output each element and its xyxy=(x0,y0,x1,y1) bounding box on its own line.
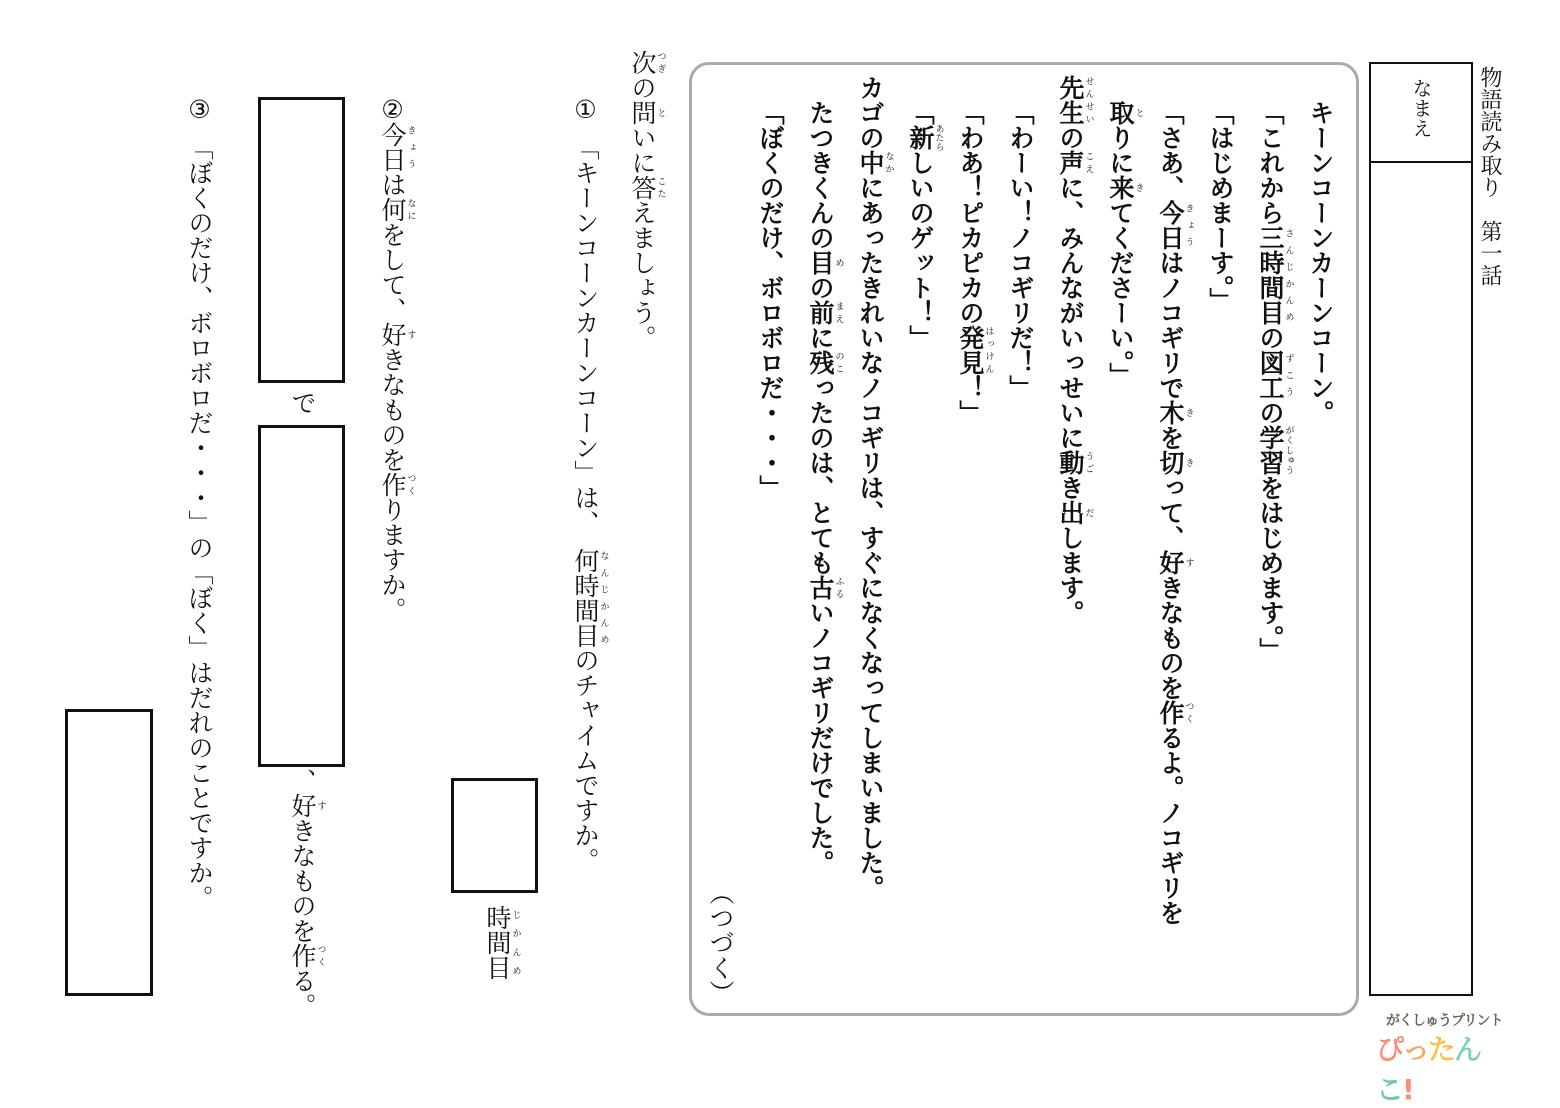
text-segment: します。 xyxy=(1056,525,1085,625)
logo-line1: がくしゅうプリント xyxy=(1386,1013,1503,1029)
story-line xyxy=(750,100,790,500)
text-segment: に xyxy=(806,325,835,350)
text-segment: きなものを xyxy=(1156,575,1185,700)
text-segment: 「わあ！ピカピカの xyxy=(956,100,985,325)
furigana-word: 中なか xyxy=(856,150,894,175)
furigana-reading: き xyxy=(1183,450,1194,475)
name-divider xyxy=(1371,161,1471,163)
furigana-word: 図工ずこう xyxy=(1256,350,1294,400)
text-segment: 「はじめまーす。」 xyxy=(1206,100,1235,313)
furigana-reading: なか xyxy=(883,150,894,175)
text-segment: は xyxy=(378,172,407,197)
text-segment: る。 xyxy=(288,968,317,1018)
text-segment: の xyxy=(628,75,657,100)
furigana-reading: つく xyxy=(315,943,326,968)
furigana-word: 動うご xyxy=(1056,450,1094,475)
text-segment: ったのは、とても xyxy=(806,375,835,575)
furigana-word: 何時間目なんじかんめ xyxy=(571,547,609,648)
story-line xyxy=(1200,100,1240,313)
text-segment: はノコギリで xyxy=(1156,250,1185,400)
furigana-reading: す xyxy=(405,322,416,347)
furigana-word: 切き xyxy=(1156,450,1194,475)
q2-text xyxy=(372,122,416,622)
logo xyxy=(1374,1008,1516,1106)
text-segment: キーンコーンカーンコーン。 xyxy=(1306,100,1335,425)
furigana-word: 発見はっけん xyxy=(956,325,994,375)
q2-number: ② xyxy=(378,95,407,124)
furigana-reading: だ xyxy=(1083,500,1094,525)
furigana-word: 好す xyxy=(1156,550,1194,575)
story-line xyxy=(1000,100,1040,400)
text-segment: の xyxy=(1056,125,1085,150)
story-line xyxy=(1250,100,1294,663)
text-segment: えましょう。 xyxy=(628,200,657,350)
text-segment: 「キーンコーンカーンコーン」は、 xyxy=(571,135,600,548)
text-segment: のチャイムですか。 xyxy=(571,647,600,873)
logo-letter: た xyxy=(1428,1033,1455,1066)
story-line xyxy=(1100,100,1144,388)
story-line xyxy=(850,75,894,900)
questions-heading xyxy=(622,50,666,350)
furigana-word: 学習がくしゅう xyxy=(1256,425,1294,475)
furigana-word: 目め xyxy=(806,250,844,275)
furigana-word: 新あたら xyxy=(906,124,944,151)
text-segment: の xyxy=(806,275,835,300)
furigana-word: 先生せんせい xyxy=(1056,75,1094,125)
text-segment: って、 xyxy=(1156,475,1185,550)
continued-label: （つづく） xyxy=(706,880,735,1005)
q1-suffix xyxy=(477,905,521,980)
furigana-reading: のこ xyxy=(833,350,844,375)
text-segment: ！」 xyxy=(956,375,985,425)
q2-suffix xyxy=(282,768,326,1018)
text-segment: てくださーい。」 xyxy=(1106,200,1135,388)
furigana-reading: つぎ xyxy=(655,50,666,75)
furigana-reading: きょう xyxy=(1183,200,1194,250)
furigana-word: 時間目じかんめ xyxy=(483,905,521,980)
text-segment: にあったきれいなノコギリは、すぐになくなってしまいました。 xyxy=(856,175,885,900)
worksheet-title: 物語読み取り 第一話 xyxy=(1477,66,1502,286)
furigana-reading: なに xyxy=(405,197,416,222)
logo-letter: ぴ xyxy=(1376,1033,1403,1066)
q2-answer-box-tool[interactable] xyxy=(258,97,345,383)
furigana-word: 古ふる xyxy=(806,575,844,600)
furigana-reading: め xyxy=(833,250,844,275)
furigana-word: 残のこ xyxy=(806,350,844,375)
furigana-word: 作つく xyxy=(378,472,416,497)
text-segment: 「これから xyxy=(1256,100,1285,225)
furigana-word: 問と xyxy=(628,100,666,125)
text-segment: 「さあ、 xyxy=(1156,100,1185,200)
furigana-reading: せんせい xyxy=(1083,75,1094,125)
q1-number: ① xyxy=(571,95,600,124)
text-segment: きなものを xyxy=(288,818,317,943)
furigana-word: 何なに xyxy=(378,197,416,222)
text-segment: きなものを xyxy=(378,347,407,472)
furigana-word: 三時間目さんじかんめ xyxy=(1256,225,1294,325)
furigana-reading: あたら xyxy=(933,124,944,151)
furigana-word: 声こえ xyxy=(1056,150,1094,175)
text-segment: 「ぼくのだけ、ボロボロだ・・・」 xyxy=(756,100,785,500)
text-segment: をはじめます。」 xyxy=(1256,475,1285,663)
text-segment: りに xyxy=(1106,125,1135,175)
name-field[interactable] xyxy=(1369,62,1473,996)
furigana-word: 好す xyxy=(378,322,416,347)
furigana-word: 作つく xyxy=(1156,700,1194,725)
logo-line2 xyxy=(1376,1028,1516,1108)
text-segment: いノコギリだけでした。 xyxy=(806,600,835,875)
q3-number: ③ xyxy=(185,95,214,124)
text-segment: をして、 xyxy=(378,222,407,322)
logo-letter: ん xyxy=(1454,1033,1481,1066)
logo-letter: こ xyxy=(1376,1073,1403,1106)
furigana-reading: き xyxy=(1133,175,1144,200)
logo-letter: ! xyxy=(1402,1073,1413,1106)
text-segment: 、 xyxy=(288,768,317,793)
furigana-reading: ずこう xyxy=(1283,350,1294,400)
furigana-reading: まえ xyxy=(833,300,844,325)
furigana-reading: はっけん xyxy=(983,325,994,375)
name-label: なまえ xyxy=(1409,78,1433,138)
furigana-reading: す xyxy=(315,793,326,818)
furigana-word: 木き xyxy=(1156,400,1194,425)
text-segment: き xyxy=(1056,475,1085,500)
story-line xyxy=(950,100,994,425)
q3-text xyxy=(179,135,219,910)
text-segment: の xyxy=(1256,325,1285,350)
furigana-reading: と xyxy=(1133,100,1144,125)
q3-answer-box[interactable] xyxy=(65,709,153,996)
furigana-reading: じかんめ xyxy=(510,905,521,980)
text-segment: 「 xyxy=(906,100,935,125)
furigana-reading: なんじかんめ xyxy=(598,547,609,648)
story-line xyxy=(800,100,844,875)
text-segment: を xyxy=(1156,425,1185,450)
text-segment: カゴの xyxy=(856,75,885,150)
furigana-word: 前まえ xyxy=(806,300,844,325)
furigana-reading: さんじかんめ xyxy=(1283,225,1294,325)
furigana-word: 取と xyxy=(1106,100,1144,125)
furigana-word: 出だ xyxy=(1056,500,1094,525)
logo-letter: っ xyxy=(1402,1033,1429,1066)
q1-answer-box[interactable] xyxy=(451,778,538,893)
furigana-reading: つく xyxy=(405,472,416,497)
furigana-word: 答こた xyxy=(628,175,666,200)
text-segment: 「ぼくのだけ、ボロボロだ・・・」の「ぼく」はだれのことですか。 xyxy=(185,135,214,910)
furigana-reading: す xyxy=(1183,550,1194,575)
q2-connector: で xyxy=(288,390,317,415)
furigana-reading: きょう xyxy=(405,122,416,172)
furigana-reading: がくしゅう xyxy=(1283,425,1294,475)
furigana-reading: うご xyxy=(1083,450,1094,475)
story-line xyxy=(1050,75,1094,625)
text-segment: るよ。ノコギリを xyxy=(1156,725,1185,925)
text-segment: に、みんながいっせいに xyxy=(1056,175,1085,450)
story-line xyxy=(1300,100,1340,425)
furigana-word: 次つぎ xyxy=(628,50,666,75)
furigana-word: 今日きょう xyxy=(1156,200,1194,250)
text-segment: いに xyxy=(628,125,657,175)
text-segment: たつきくんの xyxy=(806,100,835,250)
furigana-word: 来き xyxy=(1106,175,1144,200)
story-line xyxy=(900,100,944,350)
q1-text xyxy=(565,135,609,873)
text-segment: 「わーい！ノコギリだ！」 xyxy=(1006,100,1035,400)
furigana-reading: こえ xyxy=(1083,150,1094,175)
text-segment: の xyxy=(1256,400,1285,425)
furigana-reading: こた xyxy=(655,175,666,200)
furigana-reading: つく xyxy=(1183,700,1194,725)
furigana-word: 今日きょう xyxy=(378,122,416,172)
text-segment: りますか。 xyxy=(378,497,407,622)
q2-answer-box-thing[interactable] xyxy=(258,425,345,767)
furigana-reading: き xyxy=(1183,400,1194,425)
text-segment: しいのゲット！」 xyxy=(906,150,935,350)
furigana-word: 好す xyxy=(288,793,326,818)
furigana-reading: と xyxy=(655,100,666,125)
furigana-word: 作つく xyxy=(288,943,326,968)
furigana-reading: ふる xyxy=(833,575,844,600)
story-line xyxy=(1150,100,1194,925)
